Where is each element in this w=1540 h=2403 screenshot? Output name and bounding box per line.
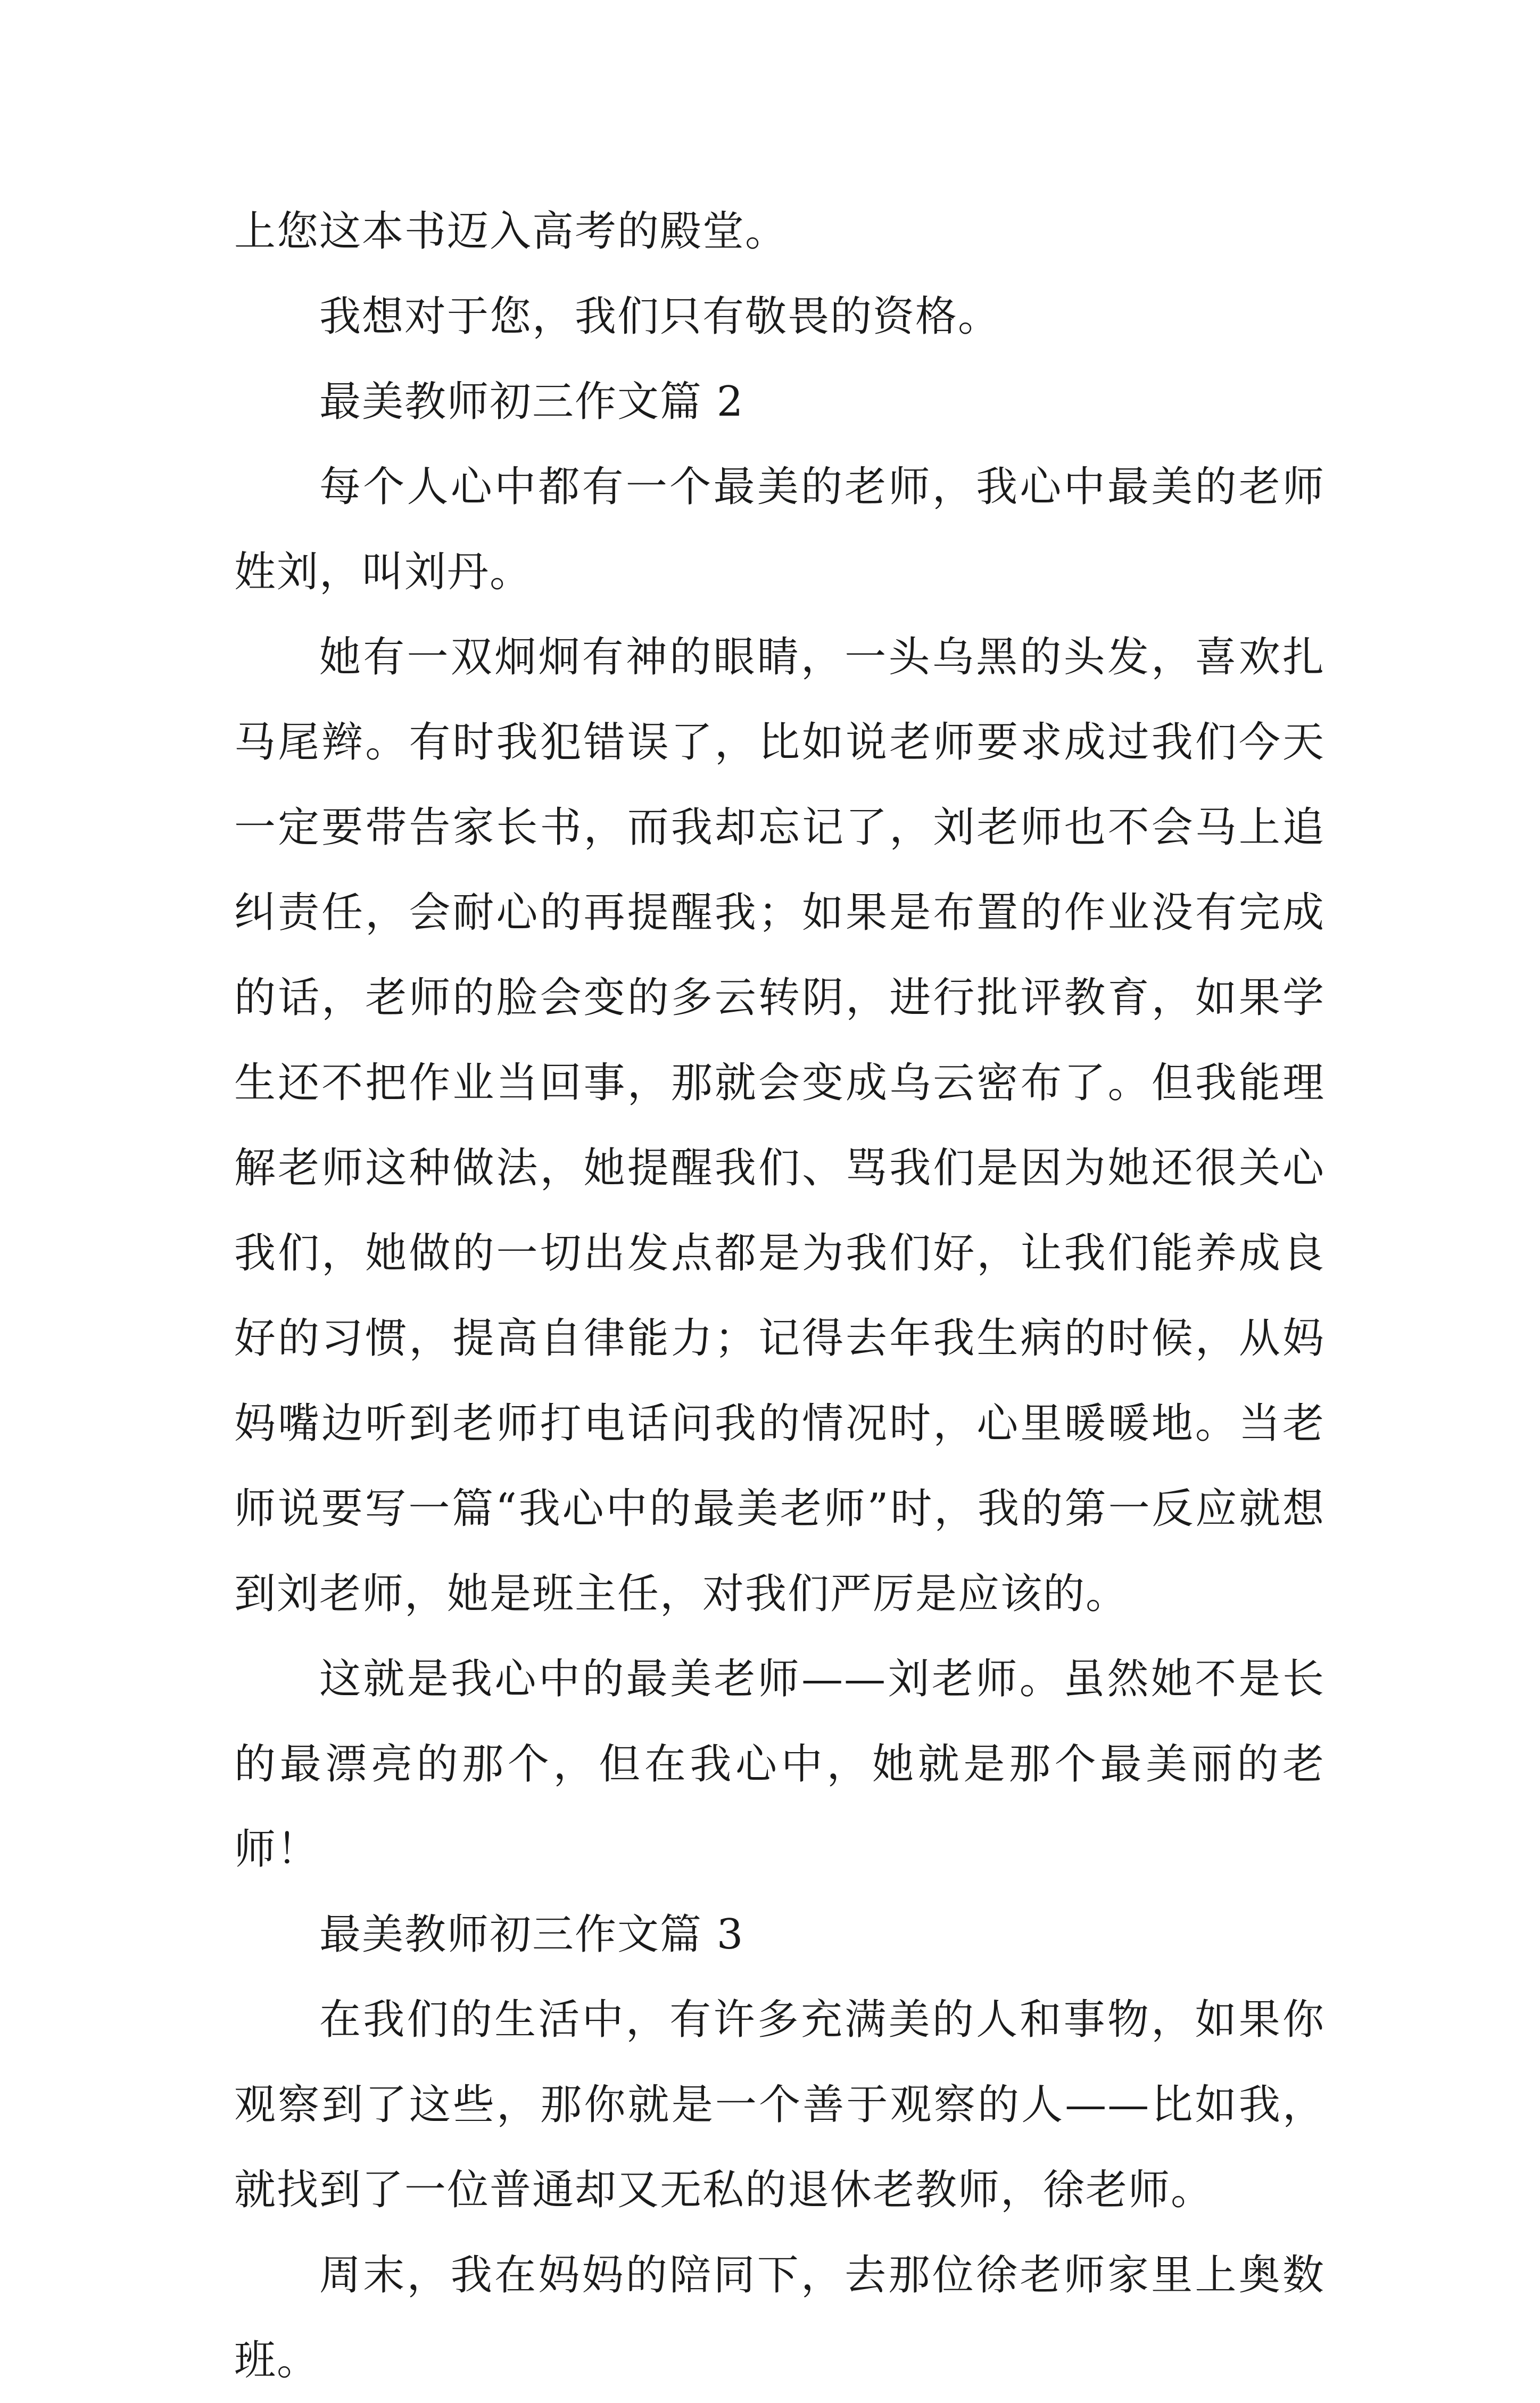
paragraph: 每个人心中都有一个最美的老师，我心中最美的老师姓刘，叫刘丹。 (234, 463, 1325, 596)
text-column (234, 189, 1325, 2403)
section-heading: 最美教师初三作文篇 3 (319, 1911, 744, 1959)
paragraph: 在我们的生活中，有许多充满美的人和事物，如果你观察到了这些，那你就是一个善于观察的人——比如我，就找到了一位普通却又无私的退休老教师，徐老师。 (234, 1996, 1325, 2214)
paragraph: 我想对于您，我们只有敬畏的资格。 (319, 293, 1001, 341)
paragraph: 这就是我心中的最美老师——刘老师。虽然她不是长的最漂亮的那个，但在我心中，她就是那个最美丽的老师！ (234, 1655, 1325, 1873)
section-heading: 最美教师初三作文篇 2 (319, 378, 744, 426)
paragraph-continuation: 上您这本书迈入高考的殿堂。 (234, 208, 788, 255)
paragraph: 周末，我在妈妈的陪同下，去那位徐老师家里上奥数班。 (234, 2251, 1325, 2384)
paragraph: 她有一双炯炯有神的眼睛，一头乌黑的头发，喜欢扎马尾辫。有时我犯错误了，比如说老师要求成过我们今天一定要带告家长书，而我却忘记了，刘老师也不会马上追纠责任，会耐心的再提醒我；如果是布置的作业没有完成的话，老师的脸会变的多云转阴，进行批评教育，如果学生还不把作业当回事，那就会变成乌云密布了。但我能理解老师这种做法，她提醒我们、骂我们是因为她还很关心我们，她做的一切出发点都是为我们好，让我们能养成良好的习惯，提高自律能力；记得去年我生病的时候，从妈妈嘴边听到老师打电话问我的情况时，心里暖暖地。当老师说要写一篇“我心中的最美老师”时，我的第一反应就想到刘老师，她是班主任，对我们严厉是应该的。 (234, 633, 1325, 1618)
